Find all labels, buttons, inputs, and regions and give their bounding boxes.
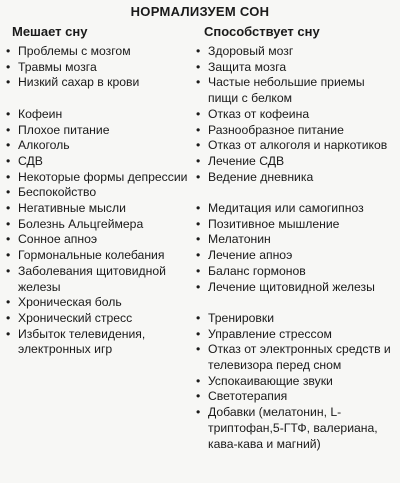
list-item-text: Травмы мозга [18,59,97,74]
list-item [196,374,398,390]
list-item [6,138,196,154]
list-item-text: Хроническая боль [18,295,122,310]
bullet-icon: • [196,75,201,90]
list-item-text: Успокаивающие звуки [208,373,333,388]
list-item [196,123,398,139]
list-item-text: Баланс гормонов [208,263,306,278]
list-item-text: Кофеин [18,106,63,121]
list-item [196,311,398,327]
list-item-text: Болезнь Альцгеймера [18,216,144,231]
bullet-icon: • [6,201,11,216]
list-item-text: Отказ от алкоголя и наркотиков [208,138,388,153]
list-item [196,342,398,373]
bullet-icon: • [6,44,11,58]
bullet-icon: • [196,326,201,341]
bullet-icon: • [6,75,11,90]
list-item-text: Заболевания щитовидной железы [18,263,166,294]
list-item [196,405,398,452]
list-item [6,295,196,311]
list-item [196,232,398,248]
list-item [196,217,398,233]
bullet-icon: • [6,310,11,325]
list-item [6,107,196,123]
list-item-text: Отказ от электронных средств и телевизора перед сном [208,342,391,373]
bullet-icon: • [196,248,201,263]
bullet-icon: • [6,153,11,168]
list-item [6,170,196,186]
bullet-icon: • [196,59,201,74]
promotes-sleep-list [196,44,398,452]
list-item-text: Алкоголь [18,138,70,153]
list-item-text: Плохое питание [18,122,110,137]
list-item-text: Частые небольшие приемы пищи с белком [208,75,365,106]
list-item [6,44,196,60]
list-item [196,154,398,170]
hinders-sleep-heading: Мешает сну [12,24,88,39]
bullet-icon: • [6,216,11,231]
hinders-sleep-list [6,44,196,358]
list-item [196,264,398,280]
bullet-icon: • [6,295,11,310]
bullet-icon: • [196,310,201,325]
list-item [6,154,196,170]
list-item [6,201,196,217]
bullet-icon: • [196,232,201,247]
bullet-icon: • [196,405,201,420]
bullet-icon: • [196,342,201,357]
hinders-sleep-column [6,24,196,358]
bullet-icon: • [196,279,201,294]
list-item [6,311,196,327]
bullet-icon: • [6,59,11,74]
list-item-text: Лечение щитовидной железы [208,279,375,294]
list-item-text: Защита мозга [208,59,287,74]
bullet-icon: • [6,169,11,184]
list-item-text: Хронический стресс [18,310,133,325]
list-item-text: Разнообразное питание [208,122,344,137]
bullet-icon: • [196,216,201,231]
list-item [196,389,398,405]
bullet-icon: • [196,201,201,216]
list-item-text: Лечение СДВ [208,153,285,168]
list-item-text: Гормональные колебания [18,248,165,263]
list-item-text: Отказ от кофеина [208,106,310,121]
bullet-icon: • [6,138,11,153]
list-item-text: Беспокойство [18,185,97,200]
list-item [6,264,196,295]
bullet-icon: • [6,185,11,200]
list-item-text: Управление стрессом [208,326,332,341]
list-item-text: Добавки (мелатонин, L-триптофан,5-ГТФ, валериана, кава-кава и магний) [208,405,378,451]
list-item [196,107,398,123]
list-item [196,75,398,106]
bullet-icon: • [196,153,201,168]
list-item-text: Тренировки [208,310,275,325]
list-item [6,123,196,139]
list-item [196,280,398,296]
list-item-text: Низкий сахар в крови [18,75,140,90]
list-item-text: Некоторые формы депрессии [18,169,188,184]
bullet-icon: • [196,44,201,58]
bullet-icon: • [6,326,11,341]
bullet-icon: • [6,248,11,263]
bullet-icon: • [6,232,11,247]
list-item-text: Светотерапия [208,389,288,404]
list-item-text: Проблемы с мозгом [18,44,131,58]
page-title: НОРМАЛИЗУЕМ СОН [130,4,270,19]
list-item [6,327,196,358]
list-item [196,295,398,311]
list-item-text: Сонное апноэ [18,232,98,247]
list-item [196,138,398,154]
bullet-icon: • [6,263,11,278]
bullet-icon: • [196,106,201,121]
bullet-icon: • [196,373,201,388]
list-item [196,185,398,201]
list-item [6,232,196,248]
list-item-text: Здоровый мозг [208,44,294,58]
list-item-text: Медитация или самогипноз [208,201,364,216]
list-item-text: Негативные мысли [18,201,126,216]
bullet-icon: • [6,122,11,137]
list-item-text: Лечение апноэ [208,248,293,263]
list-item-text: Мелатонин [208,232,271,247]
bullet-icon: • [196,389,201,404]
list-item [196,327,398,343]
list-item [6,185,196,201]
bullet-icon: • [196,122,201,137]
list-item [196,248,398,264]
bullet-icon: • [196,263,201,278]
list-item [6,217,196,233]
list-item-text: Позитивное мышление [208,216,340,231]
bullet-icon: • [6,106,11,121]
list-item [196,44,398,60]
list-item-text: СДВ [18,153,43,168]
list-item-text: Ведение дневника [208,169,314,184]
list-item [6,75,196,91]
list-item [6,91,196,107]
bullet-icon: • [196,138,201,153]
list-item-text: Избыток телевидения, электронных игр [18,326,146,357]
list-item [6,248,196,264]
promotes-sleep-column [196,24,398,452]
list-item [6,60,196,76]
list-item [196,170,398,186]
list-item [196,201,398,217]
list-item [196,60,398,76]
promotes-sleep-heading: Способствует сну [204,24,320,39]
bullet-icon: • [196,169,201,184]
